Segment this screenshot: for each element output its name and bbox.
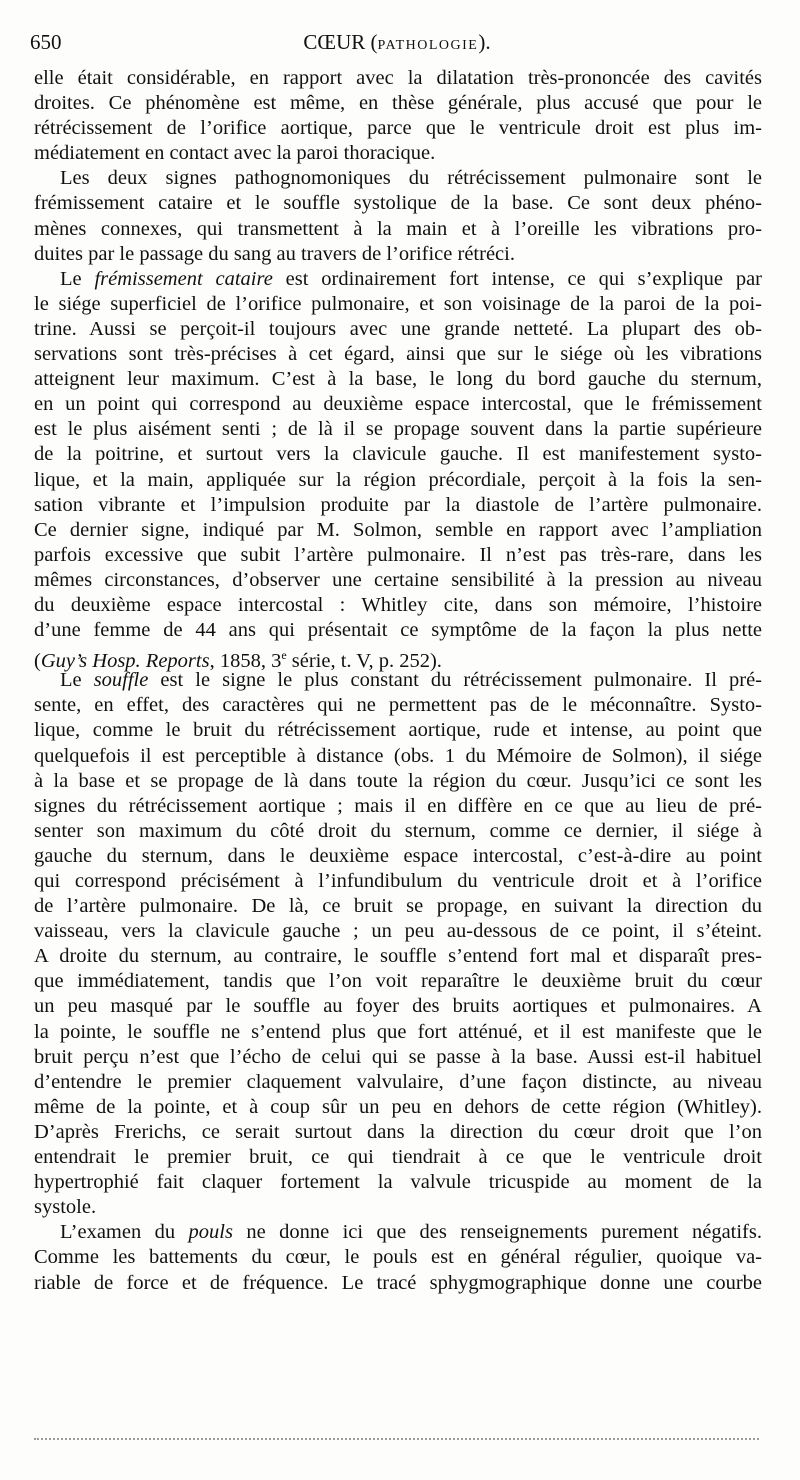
text-line: entendrait le premier bruit, ce qui tiendrait à ce que le ventricule droit <box>34 1146 762 1169</box>
running-title <box>30 30 764 55</box>
text-line: (Guy’s Hosp. Reports, 1858, 3e série, t. V, p. 252). <box>34 648 442 672</box>
text-line: Le souffle est le signe le plus constant du rétrécissement pulmonaire. Il pré- <box>60 669 762 692</box>
text-line: de la poitrine, et surtout vers la clavicule gauche. Il est manifestement systo- <box>34 443 762 466</box>
text-line: gauche du sternum, dans le deuxième espace intercostal, c’est-à-dire au point <box>34 844 762 867</box>
text-line: le siége superficiel de l’orifice pulmonaire, et son voisinage de la paroi de la poi- <box>34 292 762 315</box>
text-line: parfois excessive que subit l’artère pulmonaire. Il n’est pas très-rare, dans les <box>34 543 762 566</box>
text-line: signes du rétrécissement aortique ; mais il en diffère en ce que au lieu de pré- <box>34 794 762 817</box>
text-line: riable de force et de fréquence. Le tracé sphygmographique donne une courbe <box>34 1271 762 1294</box>
text-line: sente, en effet, des caractères qui ne permettent pas de le méconnaître. Systo- <box>34 694 762 717</box>
text-line: sation vibrante et l’impulsion produite par la diastole de l’artère pulmonaire. <box>34 493 762 516</box>
text-line: d’entendre le premier claquement valvulaire, d’une façon distincte, au niveau <box>34 1070 762 1093</box>
text-line: en un point qui correspond au deuxième espace intercostal, que le frémissement <box>34 393 762 416</box>
footer-dotted-rule <box>34 1438 759 1440</box>
text-line: droites. Ce phénomène est même, en thèse générale, plus accusé que pour le <box>34 92 762 115</box>
text-line: hypertrophié fait claquer fortement la valvule tricuspide au moment de la <box>34 1171 762 1194</box>
text-line: Le frémissement cataire est ordinairement fort intense, ce qui s’explique par <box>60 267 763 290</box>
text-line: systole. <box>34 1196 97 1219</box>
text-line: mènes connexes, qui transmettent à la main et à l’oreille les vibrations pro- <box>34 217 762 240</box>
text-line: servations sont très-précises à cet égard, ainsi que sur le siége où les vibrations <box>34 343 762 366</box>
text-line: quelquefois il est perceptible à distance (obs. 1 du Mémoire de Solmon), il siége <box>34 744 762 767</box>
text-line: médiatement en contact avec la paroi thoracique. <box>34 142 436 165</box>
page-number: 650 <box>30 30 62 54</box>
running-title-smallcaps: PATHOLOGIE <box>377 38 479 53</box>
running-title-end: ). <box>478 30 491 54</box>
text-line: lique, et la main, appliquée sur la région précordiale, perçoit à la fois la sen- <box>34 468 762 491</box>
text-line: senter son maximum du côté droit du sternum, comme ce dernier, il siége à <box>34 819 762 842</box>
text-line: Ce dernier signe, indiqué par M. Solmon, semble en rapport avec l’ampliation <box>34 518 762 541</box>
text-line: qui correspond précisément à l’infundibulum du ventricule droit et à l’orifice <box>34 870 762 892</box>
text-line: D’après Frerichs, ce serait surtout dans la direction du cœur droit que l’on <box>34 1120 762 1143</box>
text-line: L’examen du pouls ne donne ici que des renseignements purement négatifs. <box>60 1221 762 1244</box>
text-line: trine. Aussi se perçoit-il toujours avec une grande netteté. La plupart des ob- <box>34 317 762 340</box>
body-text <box>34 66 762 1296</box>
text-line: que immédiatement, tandis que l’on voit reparaître le deuxième bruit du cœur <box>34 970 762 993</box>
text-line: un peu masqué par le souffle au foyer des bruits aortiques et pulmonaires. A <box>34 995 762 1018</box>
text-line: Les deux signes pathognomoniques du rétrécissement pulmonaire sont le <box>60 167 762 190</box>
text-line: d’une femme de 44 ans qui présentait ce symptôme de la façon la plus nette <box>34 619 762 642</box>
text-line: frémissement cataire et le souffle systolique de la base. Ce sont deux phéno- <box>34 192 762 215</box>
text-line: elle était considérable, en rapport avec la dilatation très-prononcée des cavités <box>34 67 762 89</box>
text-line: à la base et se propage de là dans toute la région du cœur. Jusqu’ici ce sont les <box>34 769 762 792</box>
running-title-main: CŒUR ( <box>303 30 378 54</box>
text-line: Comme les battements du cœur, le pouls est en général régulier, quoique va- <box>34 1246 762 1269</box>
text-line: vaisseau, vers la clavicule gauche ; un peu au-dessous de ce point, il s’éteint. <box>34 920 762 943</box>
page-header <box>30 30 764 58</box>
text-line: duites par le passage du sang au travers de l’orifice rétréci. <box>34 242 515 265</box>
text-line: A droite du sternum, au contraire, le souffle s’entend fort mal et disparaît pres- <box>34 945 762 968</box>
text-line: même de la pointe, et à coup sûr un peu en dehors de cette région (Whitley). <box>34 1095 762 1118</box>
text-line: est le plus aisément senti ; de là il se propage souvent dans la partie supérieure <box>34 418 762 441</box>
text-line: rétrécissement de l’orifice aortique, parce que le ventricule droit est plus im- <box>34 117 762 140</box>
text-line: du deuxième espace intercostal : Whitley cite, dans son mémoire, l’histoire <box>34 593 762 616</box>
text-line: mêmes circonstances, d’observer une certaine sensibilité à la pression au niveau <box>34 568 762 591</box>
text-line: la pointe, le souffle ne s’entend plus que fort atténué, et il est manifeste que le <box>34 1020 762 1043</box>
text-line: bruit perçu n’est que l’écho de celui qui se passe à la base. Aussi est-il habituel <box>34 1045 762 1068</box>
text-line: atteignent leur maximum. C’est à la base, le long du bord gauche du sternum, <box>34 368 762 391</box>
text-line: de l’artère pulmonaire. De là, ce bruit se propage, en suivant la direction du <box>34 895 762 918</box>
text-line: lique, comme le bruit du rétrécissement aortique, rude et intense, au point que <box>34 719 762 742</box>
